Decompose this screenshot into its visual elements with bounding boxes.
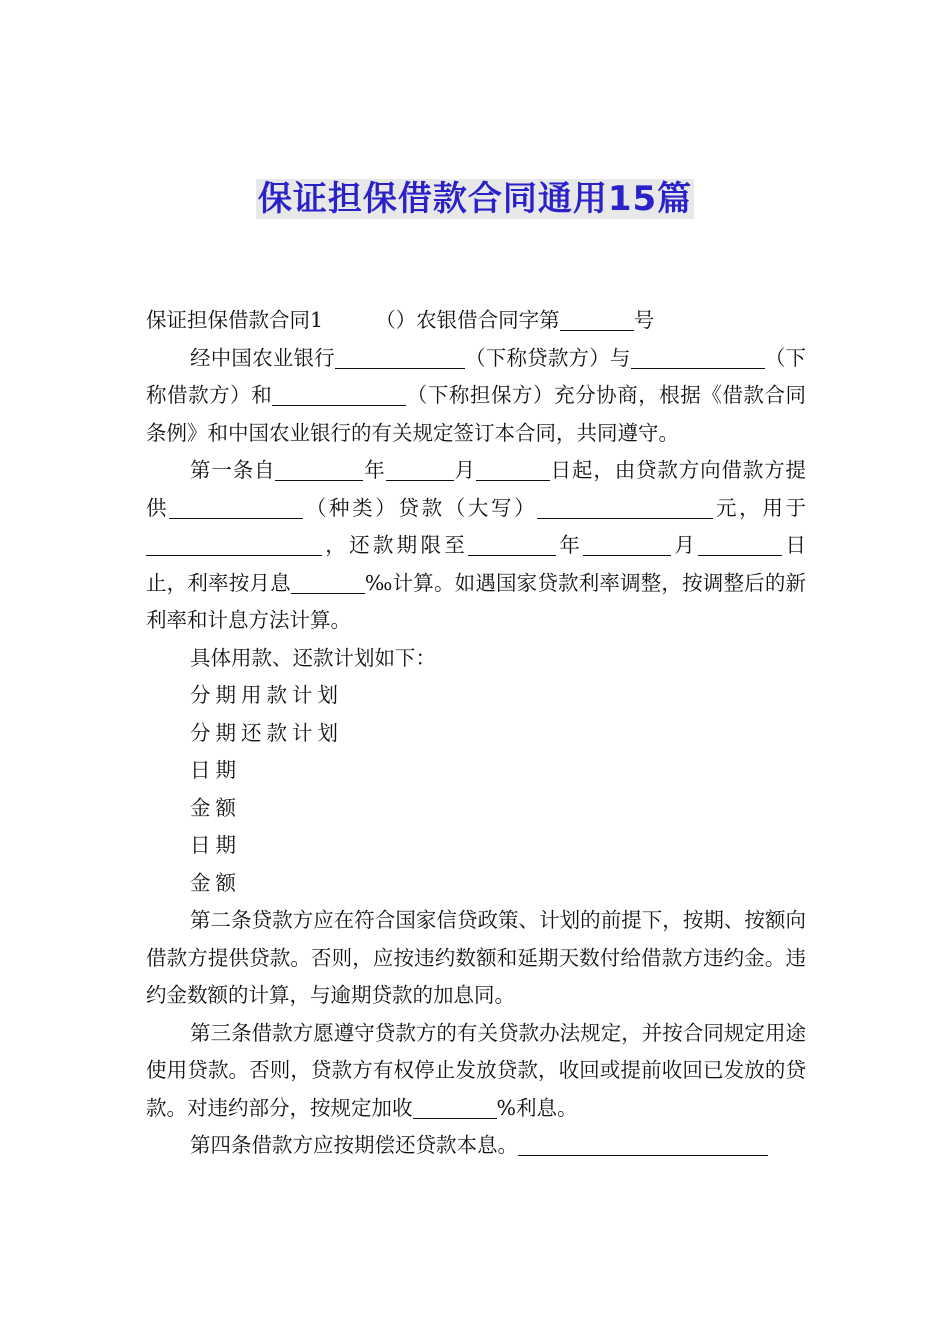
blank-field [476,458,550,481]
blank-field [537,496,713,519]
preamble-text: （下称借款方）和 [146,345,807,407]
plan-item: 日期 [190,833,241,857]
blank-field [275,458,363,481]
document-title-text: 保证担保借款合同通用15篇 [257,179,693,219]
article-text: 月 [671,533,699,557]
blank-field [272,383,406,406]
blank-field [583,533,671,556]
blank-field [413,1096,497,1119]
preamble-text: （下称担保方）充分协商，根据《借款合同条例》和中国农业银行的有关规定签订本合同，共同遵守。 [146,383,807,445]
document-body [146,302,806,1165]
article-4-paragraph [146,1127,806,1165]
article-text: 日起，由贷款方向借款方提供 [146,458,807,520]
preamble-paragraph [146,340,806,453]
article-text: 年 [363,458,386,482]
plan-item: 金额 [190,870,241,895]
preamble-text: 经中国农业银行 [190,345,335,370]
article-text: 第四条借款方应按期偿还贷款本息。 [190,1133,518,1157]
blank-field [468,533,556,556]
blank-field [698,533,782,556]
article-text: ，还款期限至 [322,533,469,557]
contract-number-prefix: （）农银借合同字第 [375,308,560,332]
preamble-text: （下称贷款方）与 [464,345,631,370]
contract-number-suffix: 号 [633,308,655,332]
article-1-paragraph [146,452,806,640]
article-text: ‰计算。如遇国家贷款利率调整，按调整后的新利率和计息方法计算。 [146,570,806,632]
article-text: 第三条借款方愿遵守贷款方的有关贷款办法规定，并按合同规定用途使用贷款。否则，贷款方有权停止发放贷款，收回或提前收回已发放的贷款。对违约部分，按规定加收 [146,1020,806,1120]
article-text: 月 [453,458,476,482]
blank-field [291,571,365,594]
blank-field [146,533,322,556]
plan-intro: 具体用款、还款计划如下： [190,645,436,670]
document-title [0,174,950,224]
plan-item: 金额 [190,795,241,820]
blank-field [169,496,303,519]
blank-field [518,1133,768,1156]
plan-item: 日期 [190,758,241,782]
plan-item: 分期用款计划 [190,683,343,707]
article-text: 第一条自 [190,458,276,482]
article-text: 年 [556,533,584,557]
contract-name: 保证担保借款合同1 [146,308,324,332]
contract-header-line [146,302,806,340]
blank-field [560,308,634,331]
blank-field [631,346,765,369]
article-text: （种类）贷款（大写） [303,495,538,520]
blank-field [335,346,465,369]
article-text: 元，用于 [713,495,806,520]
article-2-paragraph: 第二条贷款方应在符合国家信贷政策、计划的前提下，按期、按额向借款方提供贷款。否则，应按违约数额和延期天数付给借款方违约金。违约金数额的计算，与逾期贷款的加息同。 [146,908,806,1007]
article-text: 日止，利率按月息 [146,533,807,595]
article-3-paragraph [146,1015,806,1128]
plan-item: 分期还款计划 [190,720,343,745]
article-text: %利息。 [496,1095,578,1120]
blank-field [386,458,454,481]
